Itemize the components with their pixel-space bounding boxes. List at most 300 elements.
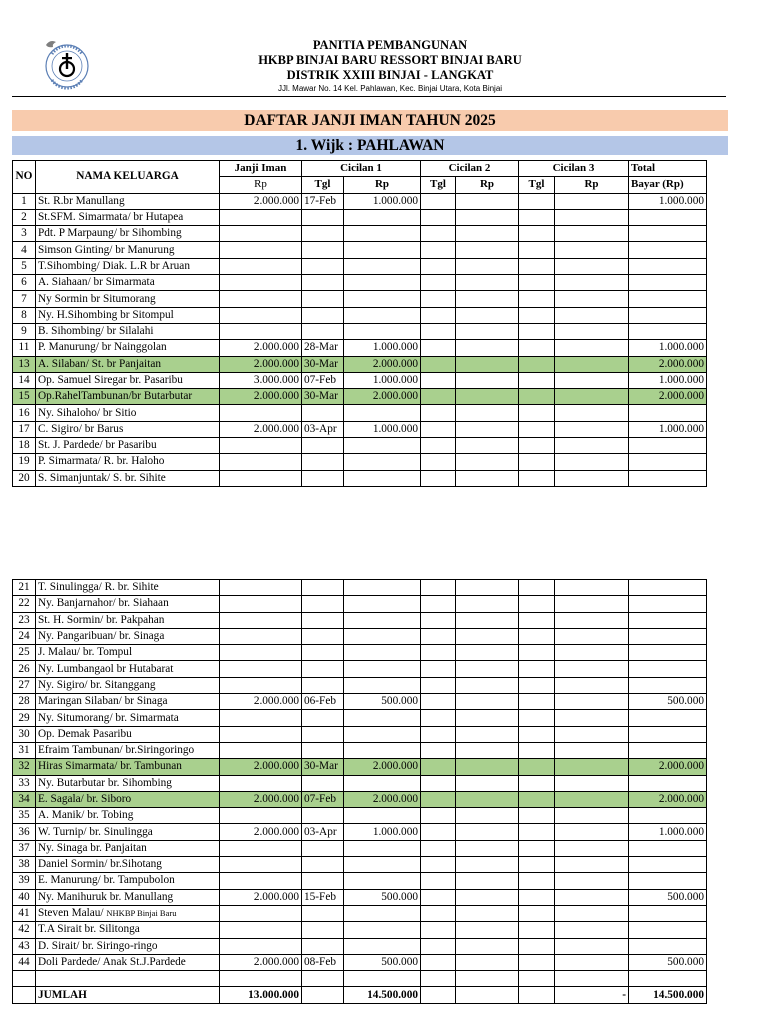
total-paid: 1.000.000 [629,372,707,388]
installment2-amount [456,470,519,486]
installment1-amount [344,677,421,693]
installment2-date [421,307,456,323]
installment3-amount [555,726,629,742]
installment2-amount [456,677,519,693]
table-row [13,470,707,486]
installment3-date [519,307,555,323]
totals-label: JUMLAH [36,987,220,1003]
installment3-date [519,857,555,873]
row-number: 32 [13,759,36,775]
installment2-amount [456,857,519,873]
total-paid [629,612,707,628]
total-paid [629,742,707,758]
installment2-date [421,824,456,840]
installment1-amount [344,661,421,677]
total-paid [629,209,707,225]
installment3-date [519,454,555,470]
installment1-date [302,291,344,307]
row-number: 11 [13,340,36,356]
total-paid: 2.000.000 [629,791,707,807]
document-title: DAFTAR JANJI IMAN TAHUN 2025 [12,110,728,131]
installment3-amount [555,775,629,791]
total-paid [629,922,707,938]
installment3-amount [555,889,629,905]
installment1-date [302,242,344,258]
installment1-amount [344,454,421,470]
row-number: 25 [13,645,36,661]
installment2-date [421,905,456,921]
dove-icon [46,41,56,47]
family-name: Pdt. P Marpaung/ br Sihombing [36,226,220,242]
pledge-amount [220,242,302,258]
table-row [13,628,707,644]
row-number: 31 [13,742,36,758]
installment3-amount [555,193,629,209]
installment2-amount [456,226,519,242]
installment3-amount [555,645,629,661]
table-row [13,291,707,307]
installment1-amount [344,905,421,921]
installment1-date [302,209,344,225]
pledge-amount [220,405,302,421]
installment3-date [519,356,555,372]
row-number: 15 [13,389,36,405]
installment1-amount [344,857,421,873]
row-number: 9 [13,323,36,339]
installment3-date [519,612,555,628]
installment3-date [519,258,555,274]
installment3-amount [555,661,629,677]
installment3-date [519,242,555,258]
installment1-amount: 1.000.000 [344,372,421,388]
installment3-amount [555,857,629,873]
installment3-amount [555,356,629,372]
installment2-date [421,922,456,938]
installment2-amount [456,438,519,454]
row-number: 1 [13,193,36,209]
blank-cell [555,971,629,987]
totals-installment1: 14.500.000 [344,987,421,1003]
row-number: 24 [13,628,36,644]
installment2-date [421,421,456,437]
table-row [13,389,707,405]
row-number: 43 [13,938,36,954]
installment3-amount [555,421,629,437]
family-name: B. Sihombing/ br Silalahi [36,323,220,339]
table-row [13,791,707,807]
table-row [13,612,707,628]
installment2-amount [456,710,519,726]
pledge-amount [220,840,302,856]
installment1-amount [344,840,421,856]
table-row [13,193,707,209]
totals-tgl1 [302,987,344,1003]
installment3-amount [555,596,629,612]
installment2-amount [456,275,519,291]
installment1-date [302,258,344,274]
installment2-date [421,193,456,209]
installment1-amount: 500.000 [344,954,421,970]
total-paid [629,596,707,612]
installment1-date [302,710,344,726]
installment3-date [519,470,555,486]
table-row [13,694,707,710]
row-number: 33 [13,775,36,791]
table-row [13,677,707,693]
total-paid [629,775,707,791]
installment2-date [421,356,456,372]
church-name: HKBP BINJAI BARU RESSORT BINJAI BARU [258,53,522,67]
table-row [13,775,707,791]
installment1-amount [344,645,421,661]
church-address: JJl. Mawar No. 14 Kel. Pahlawan, Kec. Binjai Utara, Kota Binjai [277,84,503,93]
total-paid [629,242,707,258]
installment3-date [519,645,555,661]
family-name: Ny. Sinaga br. Panjaitan [36,840,220,856]
installment3-date [519,824,555,840]
row-number: 19 [13,454,36,470]
row-number: 41 [13,905,36,921]
installment2-amount [456,291,519,307]
installment3-amount [555,873,629,889]
total-paid: 500.000 [629,694,707,710]
table-row [13,454,707,470]
family-name: J. Malau/ br. Tompul [36,645,220,661]
installment3-amount [555,938,629,954]
installment1-amount [344,580,421,596]
family-name: Ny. Situmorang/ br. Simarmata [36,710,220,726]
installment2-amount [456,742,519,758]
subheader-rp: Rp [555,177,629,193]
total-paid: 1.000.000 [629,421,707,437]
installment2-amount [456,938,519,954]
installment2-amount [456,612,519,628]
family-name: Ny. Sihaloho/ br Sitio [36,405,220,421]
family-name: A. Manik/ br. Tobing [36,808,220,824]
table-row [13,242,707,258]
installment3-amount [555,694,629,710]
installment2-date [421,275,456,291]
installment3-amount [555,340,629,356]
row-number: 13 [13,356,36,372]
installment2-amount [456,323,519,339]
pledge-amount [220,612,302,628]
table-row [13,323,707,339]
total-paid [629,840,707,856]
installment1-date [302,628,344,644]
installment3-amount [555,580,629,596]
church-logo [36,36,98,92]
table-row [13,209,707,225]
pledge-amount [220,873,302,889]
col-header-cicilan3: Cicilan 3 [519,161,629,177]
installment2-amount [456,258,519,274]
total-paid [629,905,707,921]
family-name: Ny. Manihuruk br. Manullang [36,889,220,905]
pledge-amount [220,857,302,873]
installment2-amount [456,454,519,470]
table-row [13,759,707,775]
table-row [13,905,707,921]
family-name: Ny. Butarbutar br. Sihombing [36,775,220,791]
row-number: 3 [13,226,36,242]
row-number: 30 [13,726,36,742]
row-number: 4 [13,242,36,258]
blank-row [13,971,707,987]
installment2-date [421,372,456,388]
installment2-date [421,677,456,693]
installment1-date [302,612,344,628]
installment2-date [421,258,456,274]
installment1-amount [344,242,421,258]
totals-no [13,987,36,1003]
installment2-date [421,389,456,405]
totals-tgl2 [421,987,456,1003]
pledge-amount [220,938,302,954]
installment2-date [421,242,456,258]
installment1-date: 17-Feb [302,193,344,209]
installment2-amount [456,372,519,388]
installment1-amount: 2.000.000 [344,791,421,807]
totals-rp2 [456,987,519,1003]
table-row [13,356,707,372]
installment1-amount [344,307,421,323]
installment3-amount [555,612,629,628]
table-row [13,922,707,938]
total-paid [629,726,707,742]
pledge-amount [220,323,302,339]
table-row [13,840,707,856]
installment2-amount [456,759,519,775]
installment2-amount [456,356,519,372]
installment1-amount [344,808,421,824]
installment2-date [421,470,456,486]
family-name: A. Siahaan/ br Simarmata [36,275,220,291]
installment3-amount [555,954,629,970]
installment1-date [302,661,344,677]
installment1-amount [344,226,421,242]
family-name [36,905,220,921]
installment1-date: 15-Feb [302,889,344,905]
row-number: 8 [13,307,36,323]
installment3-amount [555,405,629,421]
installment1-amount [344,258,421,274]
installment2-date [421,938,456,954]
subheader-tgl: Tgl [519,177,555,193]
installment2-date [421,645,456,661]
subheader-tgl: Tgl [302,177,344,193]
family-name: E. Sagala/ br. Siboro [36,791,220,807]
blank-cell [456,971,519,987]
installment3-date [519,661,555,677]
total-paid [629,226,707,242]
totals-row [13,987,707,1003]
installment1-date [302,922,344,938]
installment1-date [302,438,344,454]
installment1-date [302,873,344,889]
pledge-amount: 2.000.000 [220,421,302,437]
total-paid [629,323,707,339]
installment2-date [421,454,456,470]
pledge-amount [220,307,302,323]
pledge-amount [220,438,302,454]
installment1-date: 07-Feb [302,372,344,388]
family-name: Maringan Silaban/ br Sinaga [36,694,220,710]
installment3-amount [555,922,629,938]
col-header-nama: NAMA KELUARGA [36,161,220,194]
col-header-cicilan2: Cicilan 2 [421,161,519,177]
pledge-amount: 2.000.000 [220,356,302,372]
installment1-date [302,596,344,612]
installment1-date: 06-Feb [302,694,344,710]
installment1-date [302,905,344,921]
installment3-date [519,954,555,970]
total-paid [629,307,707,323]
pledge-amount: 2.000.000 [220,340,302,356]
installment1-date [302,307,344,323]
total-paid: 1.000.000 [629,340,707,356]
installment3-amount [555,389,629,405]
row-number: 20 [13,470,36,486]
family-name: Efraim Tambunan/ br.Siringoringo [36,742,220,758]
totals-tgl3 [519,987,555,1003]
installment1-date: 28-Mar [302,340,344,356]
installment2-amount [456,596,519,612]
installment2-amount [456,405,519,421]
installment3-amount [555,258,629,274]
installment2-date [421,759,456,775]
installment1-amount [344,710,421,726]
installment3-date [519,421,555,437]
pledge-table-part2 [12,579,707,1004]
total-paid [629,645,707,661]
total-paid [629,808,707,824]
installment3-amount [555,759,629,775]
totals-pledge: 13.000.000 [220,987,302,1003]
installment3-date [519,726,555,742]
installment1-date: 30-Mar [302,759,344,775]
total-paid [629,938,707,954]
total-paid [629,677,707,693]
installment3-date [519,628,555,644]
installment1-amount [344,275,421,291]
installment2-date [421,340,456,356]
table-row [13,645,707,661]
installment3-amount [555,628,629,644]
subheader-tgl: Tgl [421,177,456,193]
table-row [13,954,707,970]
total-paid [629,291,707,307]
installment2-amount [456,661,519,677]
total-paid [629,873,707,889]
table-row [13,710,707,726]
installment1-amount: 1.000.000 [344,340,421,356]
district-name: DISTRIK XXIII BINJAI - LANGKAT [286,68,494,82]
family-name: W. Turnip/ br. Sinulingga [36,824,220,840]
total-paid: 2.000.000 [629,389,707,405]
row-number: 21 [13,580,36,596]
installment3-amount [555,242,629,258]
row-number: 27 [13,677,36,693]
pledge-amount [220,291,302,307]
totals-installment3: - [555,987,629,1003]
total-paid [629,661,707,677]
church-cross-icon [60,53,74,76]
table-row [13,438,707,454]
installment3-date [519,226,555,242]
installment1-date: 03-Apr [302,421,344,437]
pledge-amount: 2.000.000 [220,791,302,807]
pledge-amount: 2.000.000 [220,889,302,905]
installment3-date [519,791,555,807]
row-number: 44 [13,954,36,970]
installment3-amount [555,454,629,470]
installment2-amount [456,954,519,970]
installment2-date [421,791,456,807]
installment3-date [519,596,555,612]
row-number: 42 [13,922,36,938]
installment1-date [302,742,344,758]
installment1-date [302,808,344,824]
table-row [13,405,707,421]
family-name: St. H. Sormin/ br. Pakpahan [36,612,220,628]
installment3-date [519,873,555,889]
installment2-amount [456,421,519,437]
total-paid [629,628,707,644]
row-number: 37 [13,840,36,856]
table-row [13,580,707,596]
subheader-rp: Rp [456,177,519,193]
family-name: Daniel Sormin/ br.Sihotang [36,857,220,873]
installment2-date [421,726,456,742]
row-number: 6 [13,275,36,291]
pledge-amount [220,775,302,791]
installment2-date [421,209,456,225]
row-number: 26 [13,661,36,677]
installment3-amount [555,323,629,339]
installment1-date [302,226,344,242]
installment2-date [421,954,456,970]
wijk-title: 1. Wijk : PAHLAWAN [12,136,728,155]
installment2-date [421,840,456,856]
installment3-date [519,275,555,291]
family-name: P. Manurung/ br Nainggolan [36,340,220,356]
row-number: 16 [13,405,36,421]
installment1-date [302,470,344,486]
pledge-amount: 2.000.000 [220,824,302,840]
family-name: Simson Ginting/ br Manurung [36,242,220,258]
installment2-amount [456,791,519,807]
installment3-amount [555,742,629,758]
installment2-amount [456,628,519,644]
installment2-amount [456,242,519,258]
installment2-amount [456,307,519,323]
pledge-amount [220,226,302,242]
row-number: 22 [13,596,36,612]
total-paid: 500.000 [629,889,707,905]
installment3-date [519,340,555,356]
family-name: Op.RahelTambunan/br Butarbutar [36,389,220,405]
totals-total: 14.500.000 [629,987,707,1003]
family-name: St.SFM. Simarmata/ br Hutapea [36,209,220,225]
family-name: C. Sigiro/ br Barus [36,421,220,437]
installment1-amount [344,612,421,628]
table-row [13,938,707,954]
pledge-amount: 2.000.000 [220,694,302,710]
table-row [13,824,707,840]
installment3-date [519,840,555,856]
installment3-date [519,580,555,596]
